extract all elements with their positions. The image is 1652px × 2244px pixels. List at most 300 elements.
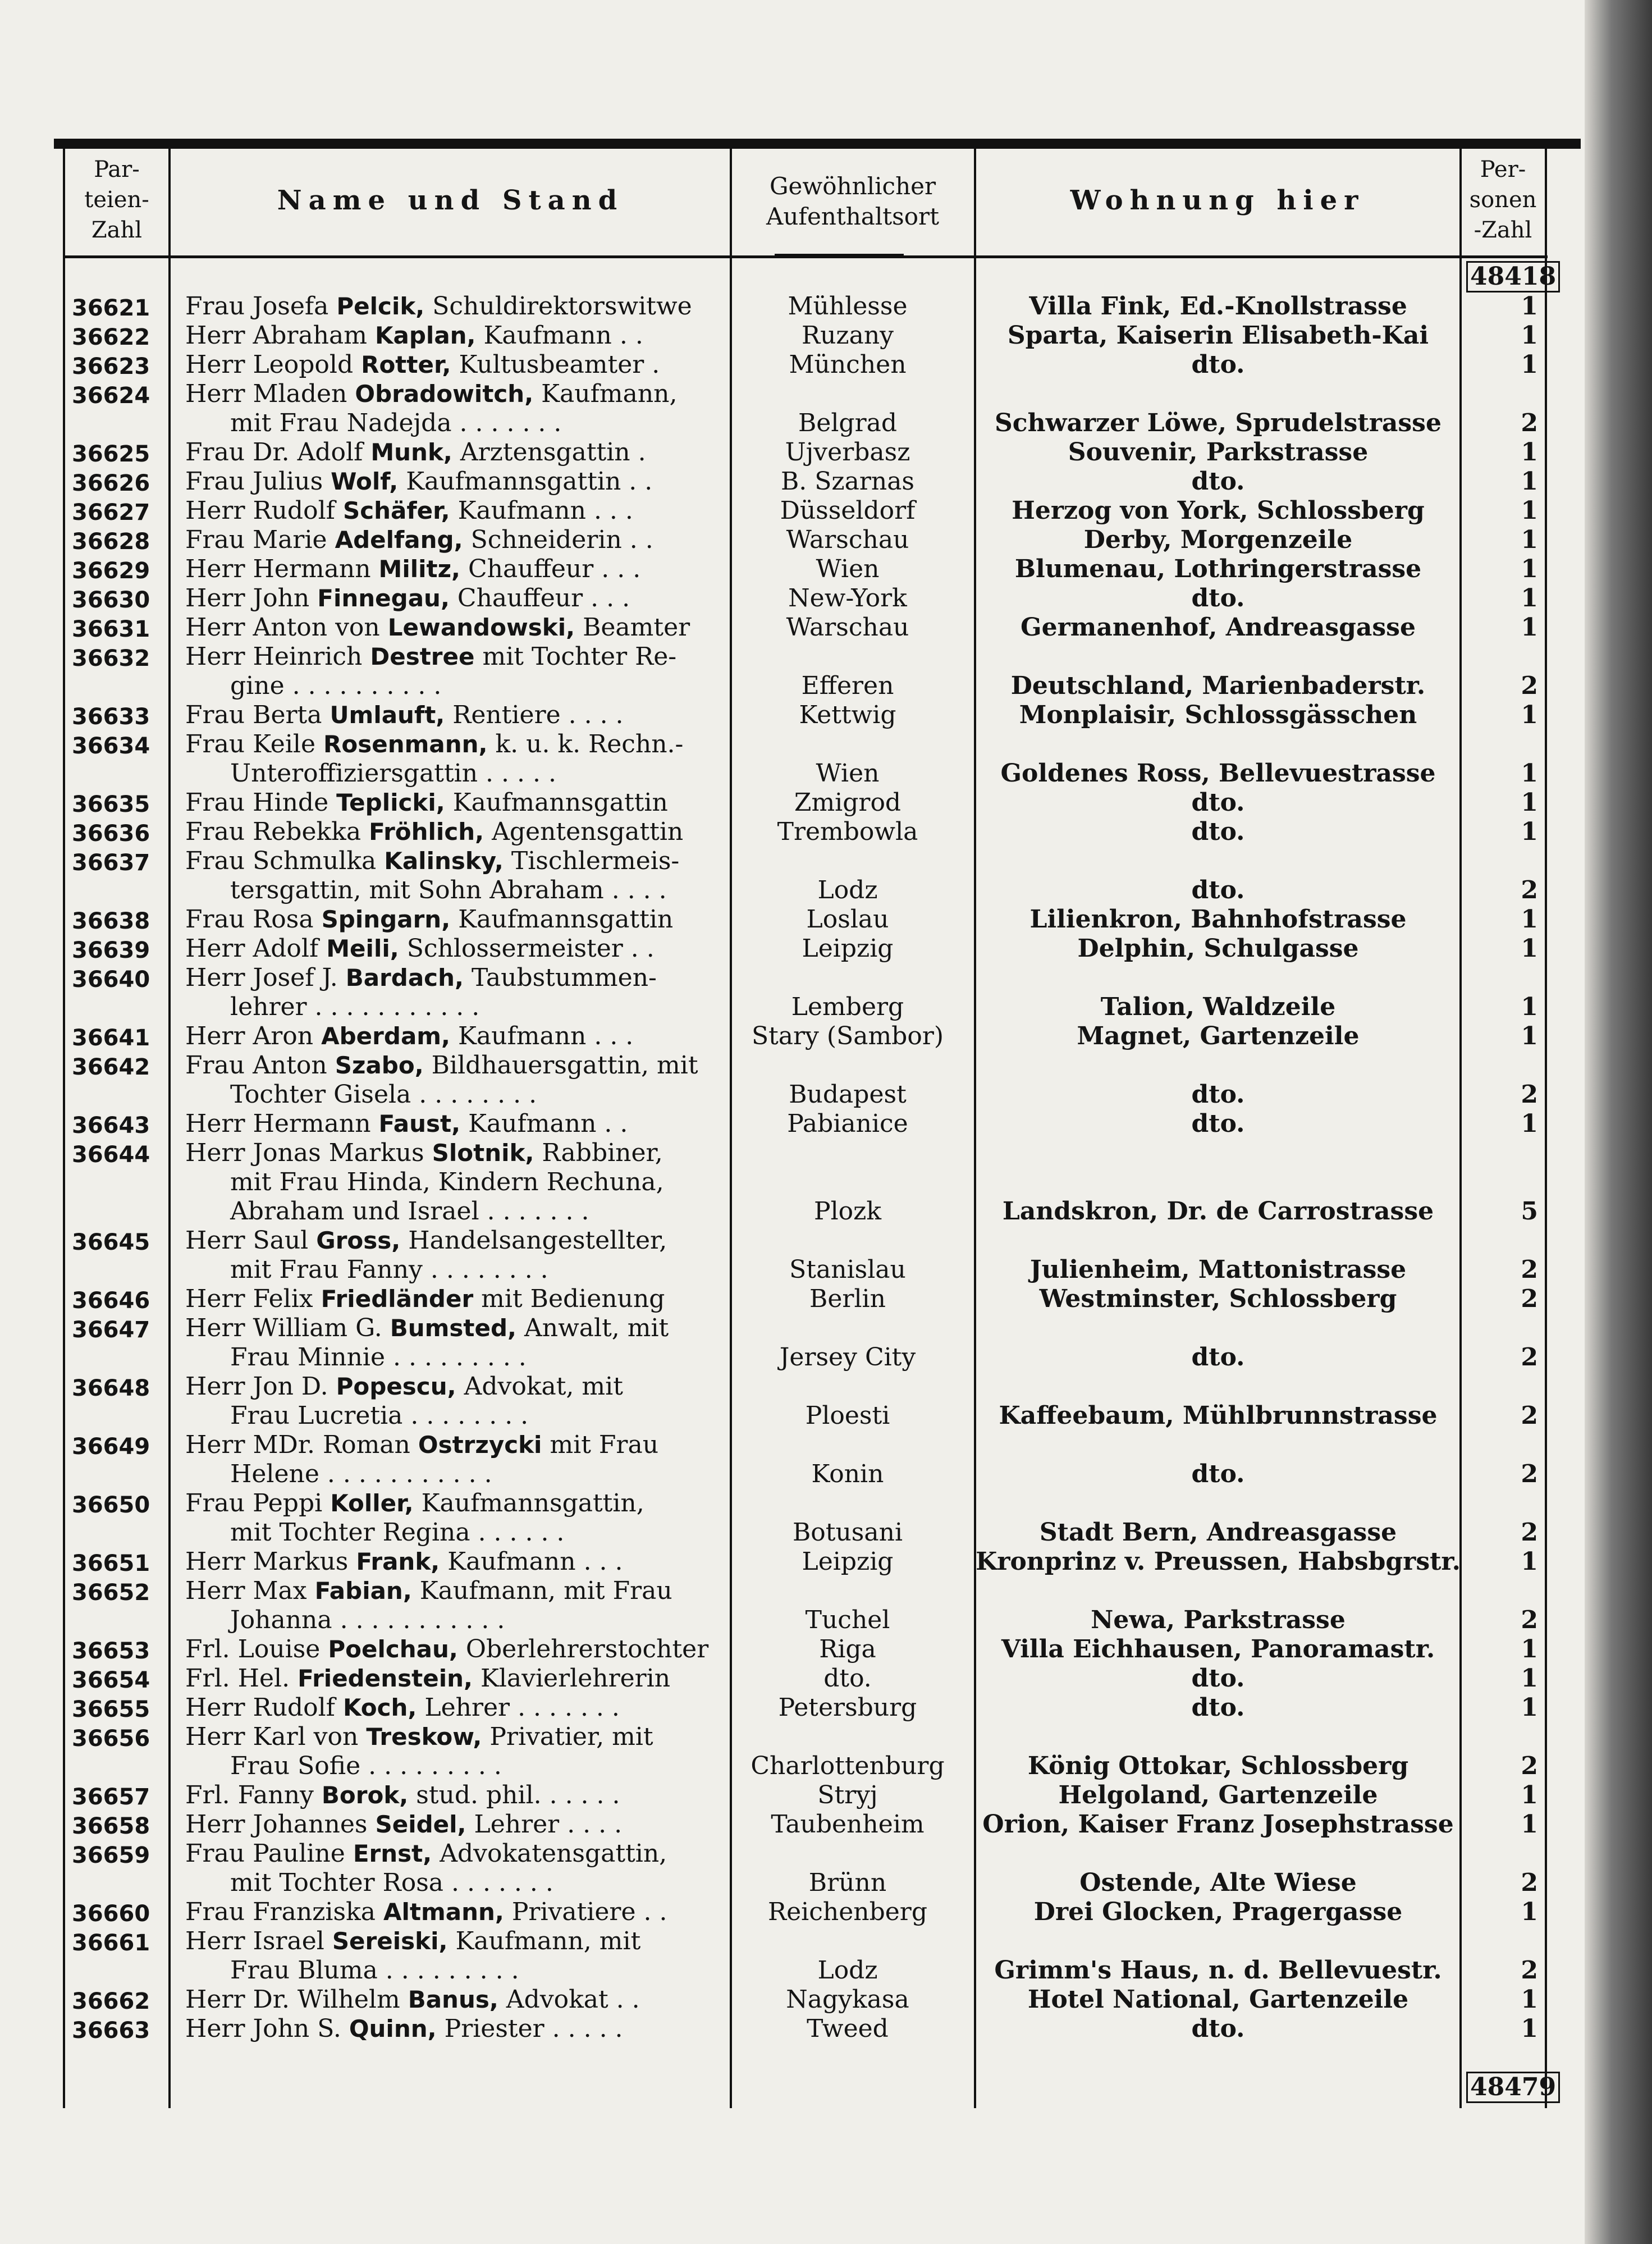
local-address: dto. xyxy=(1191,2014,1245,2043)
top-rule xyxy=(54,139,1581,149)
name-continuation: lehrer . . . . . . . . . . . xyxy=(230,993,480,1021)
name-continuation: mit Frau Hinda, Kindern Rechuna, Abraham und Israel . . . . . . . xyxy=(230,1168,664,1226)
occupation: Advokat . . xyxy=(506,1985,640,2014)
surname: Koller, xyxy=(330,1489,414,1517)
name-prefix: Frau Peppi xyxy=(185,1489,323,1518)
surname: Bardach, xyxy=(345,964,464,991)
party-number: 36627 xyxy=(72,500,150,525)
total-end: 48479 xyxy=(1466,2072,1560,2103)
local-address: Drei Glocken, Pragergasse xyxy=(1033,1898,1403,1926)
usual-residence: Tweed xyxy=(807,2014,889,2043)
occupation: Bildhauersgattin, mit xyxy=(431,1051,698,1080)
table-row xyxy=(0,1489,1652,1547)
local-address: dto. xyxy=(1191,1343,1245,1372)
occupation: Handelsangestellter, xyxy=(408,1226,667,1255)
occupation: Arztensgattin . xyxy=(460,438,646,467)
surname: Altmann, xyxy=(383,1898,504,1926)
surname: Destree xyxy=(370,643,475,670)
table-row xyxy=(0,1664,1652,1693)
local-address: Landskron, Dr. de Carrostrasse xyxy=(1002,1197,1434,1226)
name-prefix: Herr MDr. Roman xyxy=(185,1431,410,1459)
surname: Borok, xyxy=(321,1781,409,1809)
table-row xyxy=(0,467,1652,496)
usual-residence: Pabianice xyxy=(787,1109,908,1138)
table-row xyxy=(0,496,1652,525)
name-and-status xyxy=(185,1022,724,1051)
usual-residence: München xyxy=(789,350,907,379)
usual-residence: Stanislau xyxy=(789,1255,906,1284)
party-number: 36630 xyxy=(72,587,150,613)
table-row xyxy=(0,1431,1652,1489)
name-continuation: Frau Lucretia . . . . . . . . xyxy=(230,1401,529,1430)
table-row xyxy=(0,350,1652,380)
local-address: Villa Eichhausen, Panoramastr. xyxy=(1001,1635,1435,1663)
surname: Bumsted, xyxy=(390,1314,516,1342)
name-prefix: Frau Pauline xyxy=(185,1839,345,1868)
occupation: Privatiere . . xyxy=(511,1898,667,1926)
surname: Treskow, xyxy=(366,1723,482,1751)
usual-residence: B. Szarnas xyxy=(780,467,915,496)
table-row xyxy=(0,934,1652,963)
party-number: 36639 xyxy=(72,938,150,963)
party-number: 36640 xyxy=(72,967,150,993)
person-count: 2 xyxy=(1521,1255,1538,1284)
usual-residence: Ploesti xyxy=(805,1401,890,1430)
local-address: Sparta, Kaiserin Elisabeth-Kai xyxy=(1007,321,1429,350)
table-row xyxy=(0,1285,1652,1314)
table-row xyxy=(0,905,1652,934)
usual-residence: Tuchel xyxy=(805,1606,890,1634)
local-address: dto. xyxy=(1191,1109,1245,1138)
name-and-status xyxy=(185,438,724,467)
table-row xyxy=(0,817,1652,847)
surname: Banus, xyxy=(408,1986,498,2013)
name-prefix: Herr Johannes xyxy=(185,1810,368,1839)
surname: Lewandowski, xyxy=(387,614,575,641)
name-prefix: Herr Markus xyxy=(185,1547,349,1576)
local-address: Talion, Waldzeile xyxy=(1100,993,1336,1021)
name-and-status xyxy=(185,642,724,701)
surname: Munk, xyxy=(370,438,452,466)
table-row xyxy=(0,642,1652,701)
party-number: 36622 xyxy=(72,325,150,350)
total-start: 48418 xyxy=(1466,261,1560,293)
party-number: 36621 xyxy=(72,295,150,321)
person-count: 1 xyxy=(1521,1781,1538,1809)
name-and-status xyxy=(185,1635,724,1664)
party-number: 36648 xyxy=(72,1375,150,1401)
occupation: Kaufmannsgattin xyxy=(452,788,668,817)
local-address: Germanenhof, Andreasgasse xyxy=(1021,613,1416,642)
table-row xyxy=(0,730,1652,788)
table-row xyxy=(0,555,1652,584)
local-address: Herzog von York, Schlossberg xyxy=(1012,496,1425,525)
party-number: 36651 xyxy=(72,1551,150,1576)
name-prefix: Frl. Fanny xyxy=(185,1781,314,1809)
usual-residence: Taubenheim xyxy=(771,1810,925,1839)
name-and-status xyxy=(185,1139,724,1226)
header-wohnung-hier: Wohnung hier xyxy=(1070,185,1365,216)
occupation: Kaufmann, xyxy=(541,380,678,408)
person-count: 1 xyxy=(1521,1985,1538,2014)
party-number: 36638 xyxy=(72,908,150,934)
local-address: Newa, Parkstrasse xyxy=(1091,1606,1346,1634)
occupation: Tischlermeis- xyxy=(511,847,680,875)
person-count: 1 xyxy=(1521,1547,1538,1576)
party-number: 36626 xyxy=(72,470,150,496)
name-and-status xyxy=(185,525,724,555)
name-prefix: Herr Karl von xyxy=(185,1722,359,1751)
name-and-status xyxy=(185,934,724,963)
name-continuation: mit Tochter Rosa . . . . . . . xyxy=(230,1868,553,1897)
table-row xyxy=(0,847,1652,905)
local-address: Magnet, Gartenzeile xyxy=(1077,1022,1360,1050)
name-prefix: Herr Abraham xyxy=(185,321,367,350)
name-continuation: gine . . . . . . . . . . xyxy=(230,671,442,700)
party-number: 36646 xyxy=(72,1288,150,1314)
table-row xyxy=(0,584,1652,613)
local-address: dto. xyxy=(1191,350,1245,379)
party-number: 36635 xyxy=(72,792,150,817)
local-address: Kronprinz v. Preussen, Habsbgrstr. xyxy=(976,1547,1461,1576)
party-number: 36644 xyxy=(72,1142,150,1168)
occupation: Kaufmann, mit Frau xyxy=(419,1576,672,1605)
name-prefix: Herr Hermann xyxy=(185,1109,371,1138)
party-number: 36623 xyxy=(72,354,150,380)
local-address: Julienheim, Mattonistrasse xyxy=(1029,1255,1407,1284)
table-row xyxy=(0,963,1652,1022)
name-prefix: Herr Rudolf xyxy=(185,496,335,525)
party-number: 36660 xyxy=(72,1901,150,1927)
occupation: Schuldirektorswitwe xyxy=(432,292,692,321)
surname: Fabian, xyxy=(314,1577,412,1605)
usual-residence: Ujverbasz xyxy=(785,438,910,467)
name-prefix: Herr Felix xyxy=(185,1285,313,1313)
table-row xyxy=(0,1139,1652,1226)
person-count: 2 xyxy=(1521,1956,1538,1985)
occupation: mit Bedienung xyxy=(481,1285,665,1313)
name-continuation: Unteroffiziersgattin . . . . . xyxy=(230,759,556,788)
name-prefix: Frau Berta xyxy=(185,701,322,729)
person-count: 2 xyxy=(1521,1518,1538,1547)
usual-residence: Jersey City xyxy=(779,1343,916,1372)
table-row xyxy=(0,380,1652,438)
party-number: 36628 xyxy=(72,529,150,555)
usual-residence: Konin xyxy=(811,1460,884,1488)
name-and-status xyxy=(185,1314,724,1372)
local-address: dto. xyxy=(1191,1693,1245,1722)
table-row xyxy=(0,1022,1652,1051)
person-count: 1 xyxy=(1521,701,1538,729)
name-and-status xyxy=(185,380,724,438)
party-number: 36654 xyxy=(72,1667,150,1693)
occupation: Priester . . . . . xyxy=(444,2014,623,2043)
occupation: Kaufmann, mit xyxy=(455,1927,641,1955)
name-and-status xyxy=(185,496,724,525)
name-continuation: Johanna . . . . . . . . . . . xyxy=(230,1606,505,1634)
surname: Adelfang, xyxy=(335,526,463,554)
person-count: 1 xyxy=(1521,438,1538,467)
occupation: Taubstummen- xyxy=(471,963,657,992)
table-row xyxy=(0,701,1652,730)
occupation: mit Tochter Re- xyxy=(482,642,677,671)
surname: Wolf, xyxy=(331,468,399,495)
name-prefix: Herr Aron xyxy=(185,1022,314,1050)
surname: Militz, xyxy=(378,555,461,583)
name-prefix: Herr John S. xyxy=(185,2014,341,2043)
table-row xyxy=(0,1781,1652,1810)
party-number: 36659 xyxy=(72,1843,150,1868)
usual-residence: Efferen xyxy=(801,671,894,700)
occupation: Oberlehrerstochter xyxy=(465,1635,709,1663)
surname: Rosenmann, xyxy=(323,730,488,758)
occupation: Klavierlehrerin xyxy=(480,1664,671,1693)
name-prefix: Herr Anton von xyxy=(185,613,380,642)
table-row xyxy=(0,1722,1652,1781)
party-number: 36642 xyxy=(72,1054,150,1080)
occupation: Advokat, mit xyxy=(464,1372,623,1401)
occupation: Rabbiner, xyxy=(542,1139,663,1167)
surname: Sereiski, xyxy=(332,1927,448,1955)
name-prefix: Frl. Hel. xyxy=(185,1664,290,1693)
local-address: Stadt Bern, Andreasgasse xyxy=(1039,1518,1397,1547)
name-and-status xyxy=(185,1051,724,1109)
name-prefix: Herr Israel xyxy=(185,1927,324,1955)
party-number: 36647 xyxy=(72,1317,150,1343)
name-prefix: Herr William G. xyxy=(185,1314,382,1342)
occupation: Kaufmannsgattin, xyxy=(421,1489,644,1518)
name-and-status xyxy=(185,1489,724,1547)
person-count: 1 xyxy=(1521,2014,1538,2043)
surname: Pelcik, xyxy=(336,293,425,320)
header-name-und-stand: Name und Stand xyxy=(277,185,624,216)
name-and-status xyxy=(185,1576,724,1635)
party-number: 36636 xyxy=(72,821,150,847)
name-prefix: Herr Dr. Wilhelm xyxy=(185,1985,400,2014)
usual-residence: Warschau xyxy=(786,613,909,642)
name-and-status xyxy=(185,467,724,496)
usual-residence: Warschau xyxy=(786,525,909,554)
name-continuation: Frau Bluma . . . . . . . . . xyxy=(230,1956,519,1985)
party-number: 36662 xyxy=(72,1989,150,2014)
name-and-status xyxy=(185,730,724,788)
name-and-status xyxy=(185,1927,724,1985)
usual-residence: Brünn xyxy=(808,1868,887,1897)
party-number: 36632 xyxy=(72,646,150,671)
occupation: Lehrer . . . . xyxy=(474,1810,623,1839)
occupation: Rentiere . . . . xyxy=(452,701,624,729)
local-address: Deutschland, Marienbaderstr. xyxy=(1010,671,1426,700)
local-address: Lilienkron, Bahnhofstrasse xyxy=(1029,905,1407,934)
surname: Spingarn, xyxy=(321,906,451,933)
person-count: 1 xyxy=(1521,934,1538,963)
person-count: 1 xyxy=(1521,1635,1538,1663)
usual-residence: Stryj xyxy=(817,1781,878,1809)
person-count: 2 xyxy=(1521,1460,1538,1488)
local-address: Grimm's Haus, n. d. Bellevuestr. xyxy=(994,1956,1442,1985)
name-prefix: Frl. Louise xyxy=(185,1635,321,1663)
name-prefix: Herr Max xyxy=(185,1576,307,1605)
person-count: 1 xyxy=(1521,555,1538,583)
person-count: 1 xyxy=(1521,1693,1538,1722)
local-address: dto. xyxy=(1191,1460,1245,1488)
table-row xyxy=(0,1109,1652,1139)
header-parteien-zahl: Par-teien-Zahl xyxy=(84,157,149,243)
local-address: dto. xyxy=(1191,876,1245,904)
name-prefix: Frau Hinde xyxy=(185,788,329,817)
party-number: 36633 xyxy=(72,704,150,730)
local-address: Ostende, Alte Wiese xyxy=(1079,1868,1357,1897)
table-row xyxy=(0,1547,1652,1576)
local-address: dto. xyxy=(1191,467,1245,496)
party-number: 36656 xyxy=(72,1726,150,1752)
surname: Finnegau, xyxy=(317,584,450,612)
name-prefix: Herr Saul xyxy=(185,1226,309,1255)
usual-residence: Plozk xyxy=(813,1197,881,1226)
name-prefix: Herr Heinrich xyxy=(185,642,363,671)
name-and-status xyxy=(185,817,724,847)
surname: Szabo, xyxy=(335,1052,424,1079)
surname: Rotter, xyxy=(361,351,451,378)
person-count: 1 xyxy=(1521,350,1538,379)
name-and-status xyxy=(185,1285,724,1314)
table-row xyxy=(0,1898,1652,1927)
name-and-status xyxy=(185,584,724,613)
person-count: 2 xyxy=(1521,1080,1538,1109)
header-personen-zahl: Per-sonen-Zahl xyxy=(1469,157,1537,243)
local-address: Helgoland, Gartenzeile xyxy=(1058,1781,1378,1809)
usual-residence: Charlottenburg xyxy=(751,1752,945,1780)
person-count: 2 xyxy=(1521,1606,1538,1634)
party-number: 36650 xyxy=(72,1492,150,1518)
surname: Friedländer xyxy=(321,1285,474,1313)
occupation: Agentensgattin xyxy=(492,817,684,846)
person-count: 1 xyxy=(1521,1898,1538,1926)
surname: Kaplan, xyxy=(374,322,476,349)
name-prefix: Herr Rudolf xyxy=(185,1693,335,1722)
table-row xyxy=(0,1051,1652,1109)
person-count: 2 xyxy=(1521,671,1538,700)
person-count: 1 xyxy=(1521,1810,1538,1839)
person-count: 1 xyxy=(1521,292,1538,321)
usual-residence: Trembowla xyxy=(777,817,918,846)
local-address: Blumenau, Lothringerstrasse xyxy=(1014,555,1422,583)
usual-residence: Leipzig xyxy=(802,934,894,963)
name-and-status xyxy=(185,1372,724,1431)
usual-residence: New-York xyxy=(788,584,907,613)
party-number: 36661 xyxy=(72,1930,150,1956)
party-number: 36658 xyxy=(72,1813,150,1839)
local-address: Orion, Kaiser Franz Josephstrasse xyxy=(982,1810,1454,1839)
local-address: Delphin, Schulgasse xyxy=(1077,934,1359,963)
person-count: 1 xyxy=(1521,613,1538,642)
table-row xyxy=(0,788,1652,817)
person-count: 1 xyxy=(1521,1022,1538,1050)
usual-residence: Belgrad xyxy=(798,409,898,437)
surname: Popescu, xyxy=(336,1373,456,1400)
name-and-status xyxy=(185,701,724,730)
person-count: 1 xyxy=(1521,496,1538,525)
name-and-status xyxy=(185,1810,724,1839)
local-address: Schwarzer Löwe, Sprudelstrasse xyxy=(995,409,1442,437)
surname: Slotnik, xyxy=(432,1139,534,1167)
person-count: 1 xyxy=(1521,993,1538,1021)
occupation: Kaufmann . . xyxy=(483,321,643,350)
name-prefix: Herr Adolf xyxy=(185,934,319,963)
local-address: Souvenir, Parkstrasse xyxy=(1068,438,1369,467)
usual-residence: Zmigrod xyxy=(794,788,901,817)
usual-residence: Berlin xyxy=(809,1285,886,1313)
person-count: 1 xyxy=(1521,584,1538,613)
surname: Frank, xyxy=(356,1548,440,1575)
surname: Teplicki, xyxy=(336,789,445,816)
occupation: Kaufmannsgattin xyxy=(458,905,674,934)
table-row xyxy=(0,1635,1652,1664)
name-and-status xyxy=(185,1781,724,1810)
name-and-status xyxy=(185,321,724,350)
name-continuation: Tochter Gisela . . . . . . . . xyxy=(230,1080,537,1109)
local-address: Hotel National, Gartenzeile xyxy=(1027,1985,1409,2014)
person-count: 2 xyxy=(1521,409,1538,437)
party-number: 36624 xyxy=(72,383,150,409)
local-address: Kaffeebaum, Mühlbrunnstrasse xyxy=(999,1401,1438,1430)
name-and-status xyxy=(185,1839,724,1898)
surname: Aberdam, xyxy=(321,1022,451,1050)
party-number: 36625 xyxy=(72,441,150,467)
person-count: 1 xyxy=(1521,321,1538,350)
occupation: Anwalt, mit xyxy=(524,1314,669,1342)
name-and-status xyxy=(185,963,724,1022)
person-count: 2 xyxy=(1521,1285,1538,1313)
surname: Seidel, xyxy=(375,1811,466,1838)
party-number: 36637 xyxy=(72,850,150,876)
person-count: 2 xyxy=(1521,1868,1538,1897)
name-prefix: Frau Rosa xyxy=(185,905,314,934)
table-row xyxy=(0,1927,1652,1985)
name-and-status xyxy=(185,613,724,642)
table-row xyxy=(0,1372,1652,1431)
name-and-status xyxy=(185,350,724,380)
person-count: 1 xyxy=(1521,1109,1538,1138)
surname: Schäfer, xyxy=(342,497,450,524)
occupation: Beamter xyxy=(583,613,690,642)
name-prefix: Herr Josef J. xyxy=(185,963,338,992)
surname: Faust, xyxy=(378,1110,461,1137)
local-address: Derby, Morgenzeile xyxy=(1083,525,1353,554)
occupation: Chauffeur . . . xyxy=(468,555,641,583)
surname: Obradowitch, xyxy=(355,380,534,408)
name-prefix: Herr John xyxy=(185,584,310,613)
occupation: Schlossermeister . . xyxy=(406,934,655,963)
usual-residence: Stary (Sambor) xyxy=(751,1022,944,1050)
person-count: 1 xyxy=(1521,788,1538,817)
occupation: mit Frau xyxy=(550,1431,659,1459)
party-number: 36657 xyxy=(72,1784,150,1810)
table-row xyxy=(0,1226,1652,1285)
usual-residence: Riga xyxy=(819,1635,876,1663)
table-row xyxy=(0,613,1652,642)
name-and-status xyxy=(185,905,724,934)
name-prefix: Herr Hermann xyxy=(185,555,371,583)
table-row xyxy=(0,1839,1652,1898)
table-row xyxy=(0,1985,1652,2014)
person-count: 2 xyxy=(1521,876,1538,904)
name-prefix: Frau Marie xyxy=(185,525,327,554)
header-dash xyxy=(775,254,904,256)
usual-residence: Kettwig xyxy=(799,701,896,729)
occupation: stud. phil. . . . . . xyxy=(416,1781,620,1809)
occupation: Advokatensgattin, xyxy=(440,1839,667,1868)
